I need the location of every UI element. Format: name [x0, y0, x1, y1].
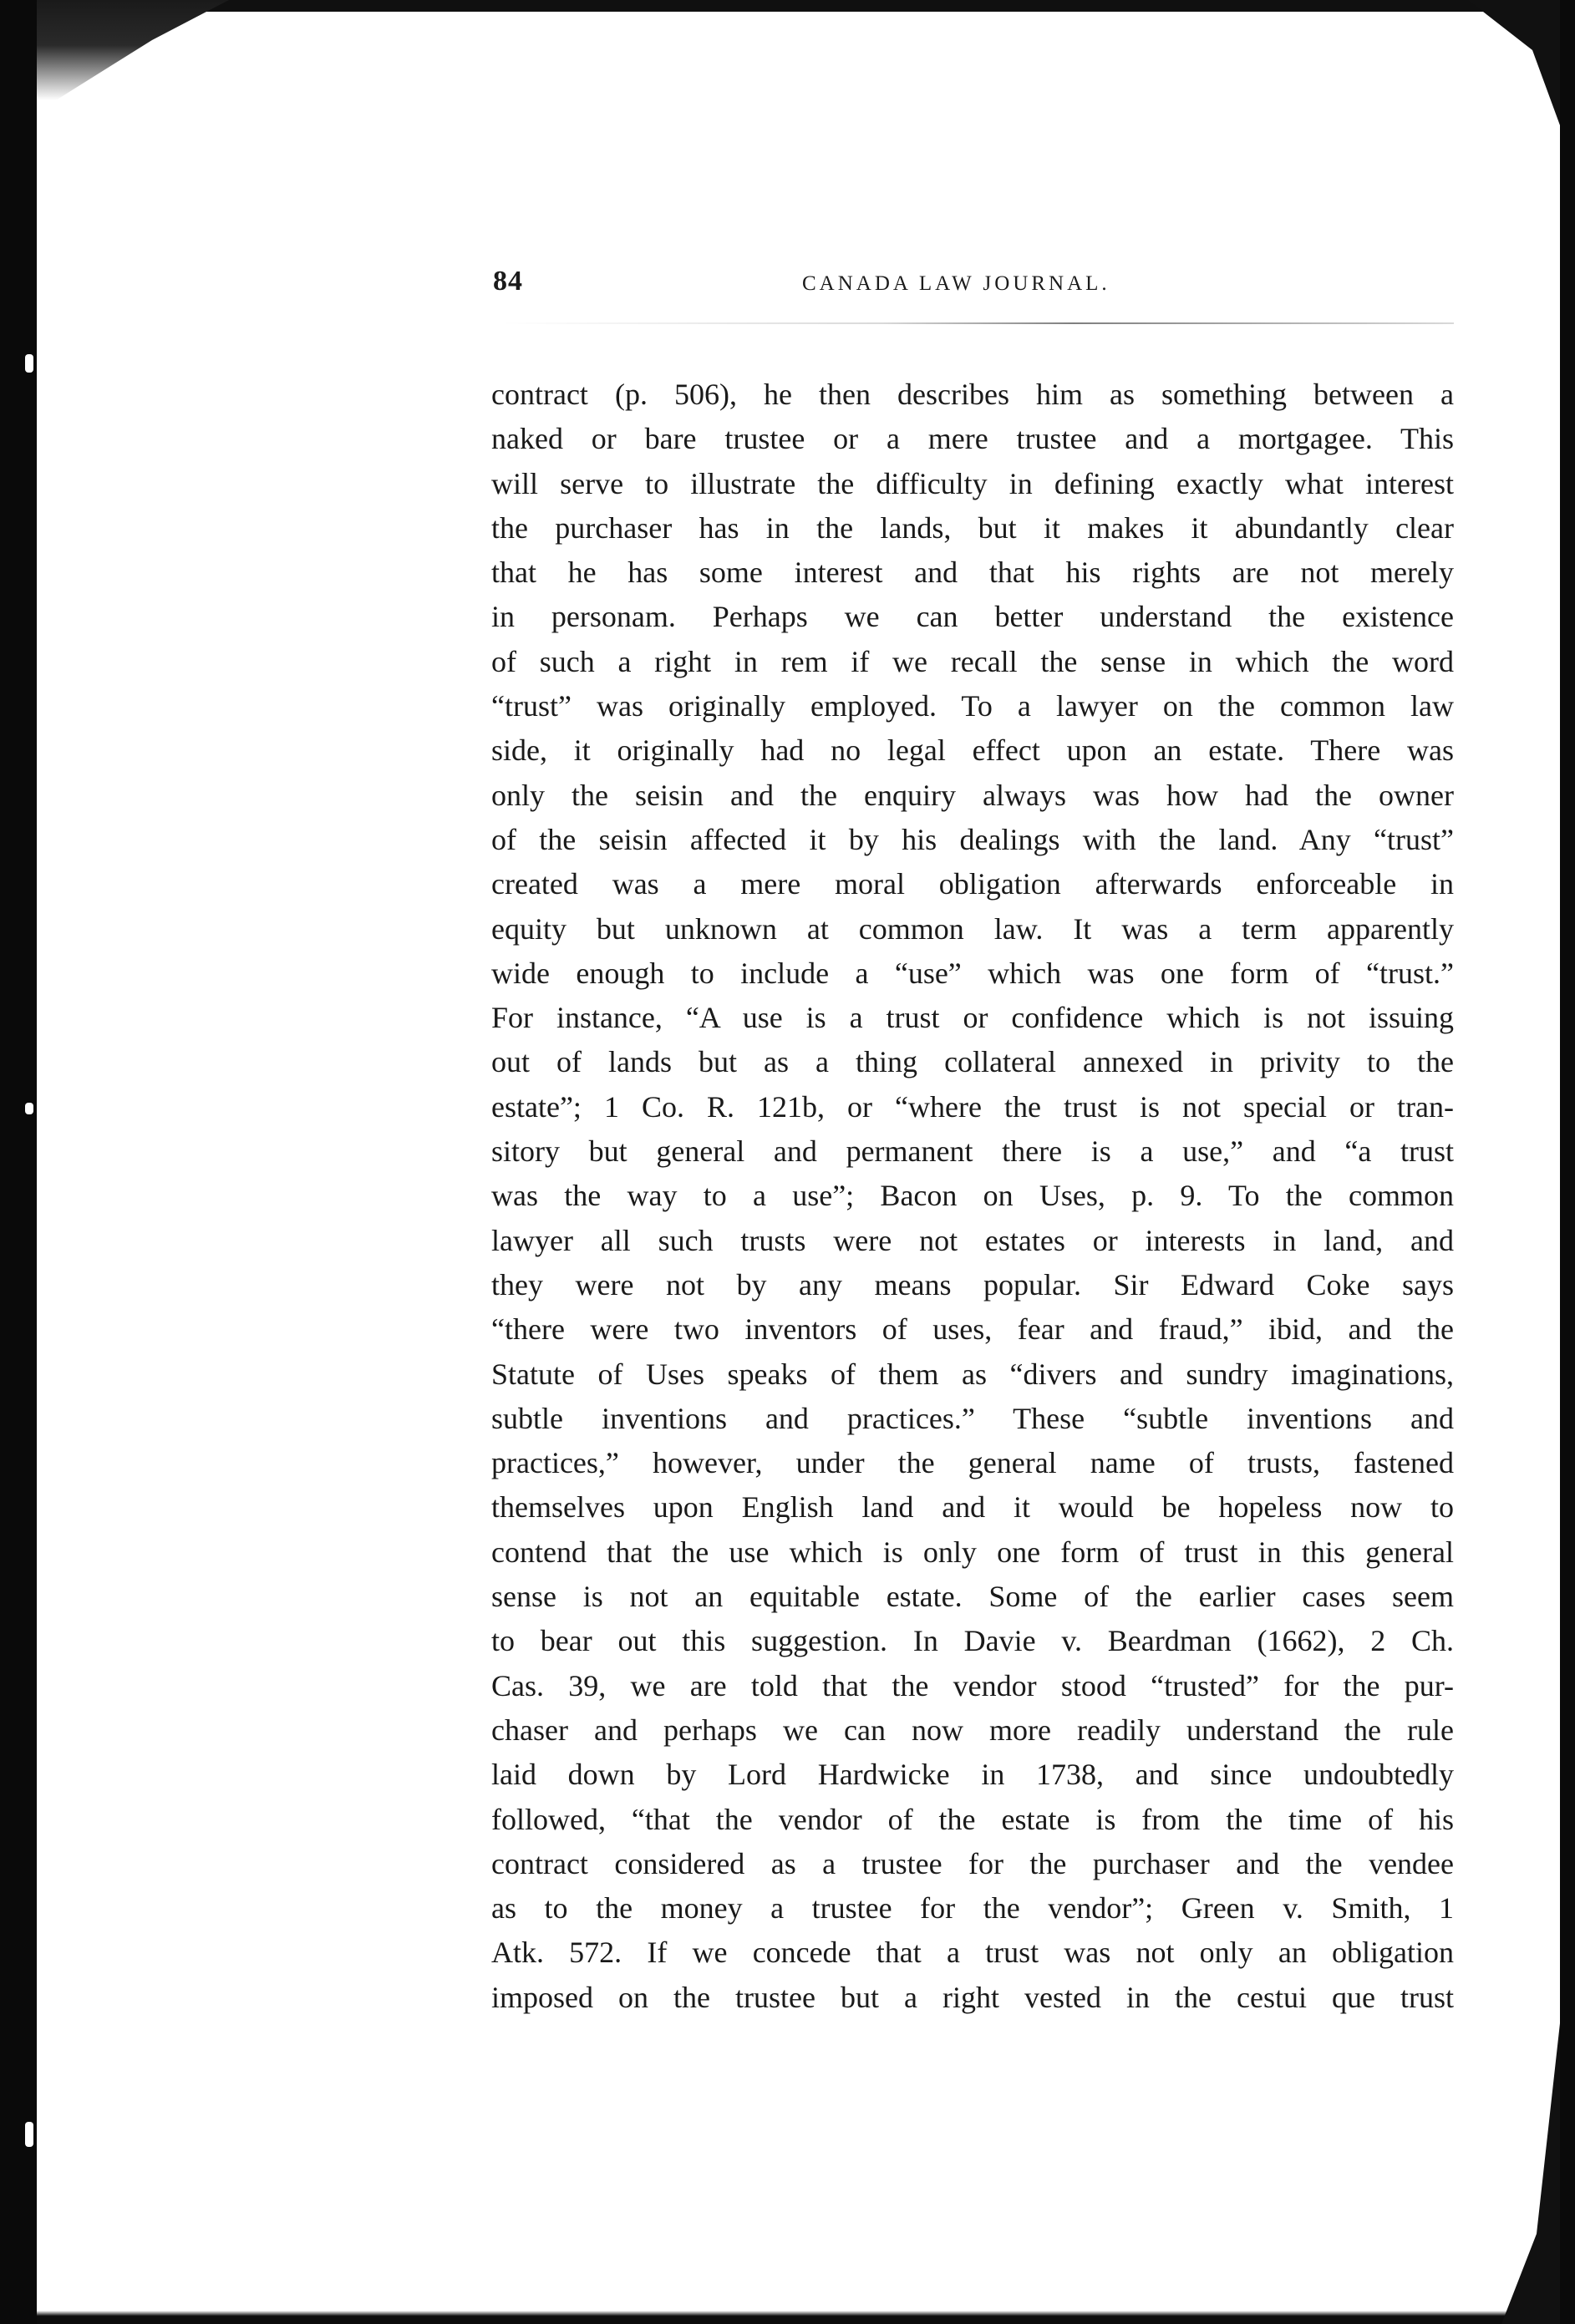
- journal-title: CANADA LAW JOURNAL.: [802, 272, 1110, 295]
- text-line: of the seisin affected it by his dealings with the land. Any “trust”: [491, 822, 1454, 856]
- scan-corner-bottom-right: [1501, 2023, 1560, 2324]
- text-line: will serve to illustrate the difficulty in defining exactly what interest: [491, 466, 1454, 500]
- text-line: equity but unknown at common law. It was a term apparently: [491, 911, 1454, 946]
- text-line: to bear out this suggestion. In Davie v. Beardman (1662), 2 Ch.: [491, 1624, 1454, 1658]
- page-number: 84: [493, 266, 523, 297]
- running-head: [493, 266, 1454, 316]
- text-line: naked or bare trustee or a mere trustee and a mortgagee. This: [491, 422, 1454, 456]
- text-line: Cas. 39, we are told that the vendor stood “trusted” for the pur-: [491, 1668, 1454, 1702]
- text-line: wide enough to include a “use” which was one form of “trust.”: [491, 956, 1454, 990]
- text-line: laid down by Lord Hardwicke in 1738, and since undoubtedly: [491, 1758, 1454, 1792]
- text-line: that he has some interest and that his rights are not merely: [491, 556, 1454, 590]
- text-line: was the way to a use”; Bacon on Uses, p. 9. To the common: [491, 1179, 1454, 1213]
- text-line: “there were two inventors of uses, fear and fraud,” ibid, and the: [491, 1312, 1454, 1347]
- margin-speck: [25, 1103, 33, 1114]
- text-line: created was a mere moral obligation afterwards enforceable in: [491, 867, 1454, 901]
- text-line: For instance, “A use is a trust or confidence which is not issuing: [491, 1001, 1454, 1035]
- text-line: imposed on the trustee but a right vested in the cestui que trust: [491, 1980, 1454, 2014]
- text-line: the purchaser has in the lands, but it makes it abundantly clear: [491, 510, 1454, 545]
- scan-border-left: [0, 0, 37, 2324]
- header-rule: [501, 322, 1454, 324]
- text-line: sense is not an equitable estate. Some of the earlier cases seem: [491, 1580, 1454, 1614]
- text-line: contend that the use which is only one form of trust in this general: [491, 1535, 1454, 1569]
- text-line: estate”; 1 Co. R. 121b, or “where the trust is not special or tran-: [491, 1089, 1454, 1124]
- text-line: sitory but general and permanent there is a use,” and “a trust: [491, 1134, 1454, 1169]
- margin-speck: [25, 354, 33, 373]
- text-line: only the seisin and the enquiry always was how had the owner: [491, 778, 1454, 812]
- text-line: chaser and perhaps we can now more readily understand the rule: [491, 1713, 1454, 1747]
- scan-border-top: [37, 0, 1560, 12]
- margin-speck: [25, 2122, 33, 2147]
- text-line: Statute of Uses speaks of them as “divers and sundry imaginations,: [491, 1357, 1454, 1391]
- text-line: subtle inventions and practices.” These “subtle inventions and: [491, 1401, 1454, 1435]
- text-line: followed, “that the vendor of the estate is from the time of his: [491, 1802, 1454, 1836]
- scan-corner-top-right: [1468, 0, 1560, 125]
- body-text: [491, 373, 1454, 2020]
- text-line: Atk. 572. If we concede that a trust was not only an obligation: [491, 1936, 1454, 1970]
- text-line: themselves upon English land and it would be hopeless now to: [491, 1490, 1454, 1525]
- text-line: of such a right in rem if we recall the sense in which the word: [491, 644, 1454, 678]
- text-line: lawyer all such trusts were not estates or interests in land, and: [491, 1223, 1454, 1257]
- text-line: practices,” however, under the general name of trusts, fastened: [491, 1446, 1454, 1480]
- text-line: “trust” was originally employed. To a lawyer on the common law: [491, 689, 1454, 723]
- scan-corner-top-left: [37, 0, 229, 100]
- scan-border-right: [1560, 0, 1575, 2324]
- text-line: contract considered as a trustee for the purchaser and the vendee: [491, 1846, 1454, 1880]
- text-line: as to the money a trustee for the vendor”; Green v. Smith, 1: [491, 1891, 1454, 1926]
- text-line: side, it originally had no legal effect upon an estate. There was: [491, 733, 1454, 768]
- text-line: they were not by any means popular. Sir Edward Coke says: [491, 1267, 1454, 1302]
- text-line: out of lands but as a thing collateral annexed in privity to the: [491, 1045, 1454, 1079]
- scan-border-bottom: [37, 2311, 1560, 2324]
- text-line: in personam. Perhaps we can better understand the existence: [491, 600, 1454, 634]
- text-line: contract (p. 506), he then describes him as something between a: [491, 378, 1454, 411]
